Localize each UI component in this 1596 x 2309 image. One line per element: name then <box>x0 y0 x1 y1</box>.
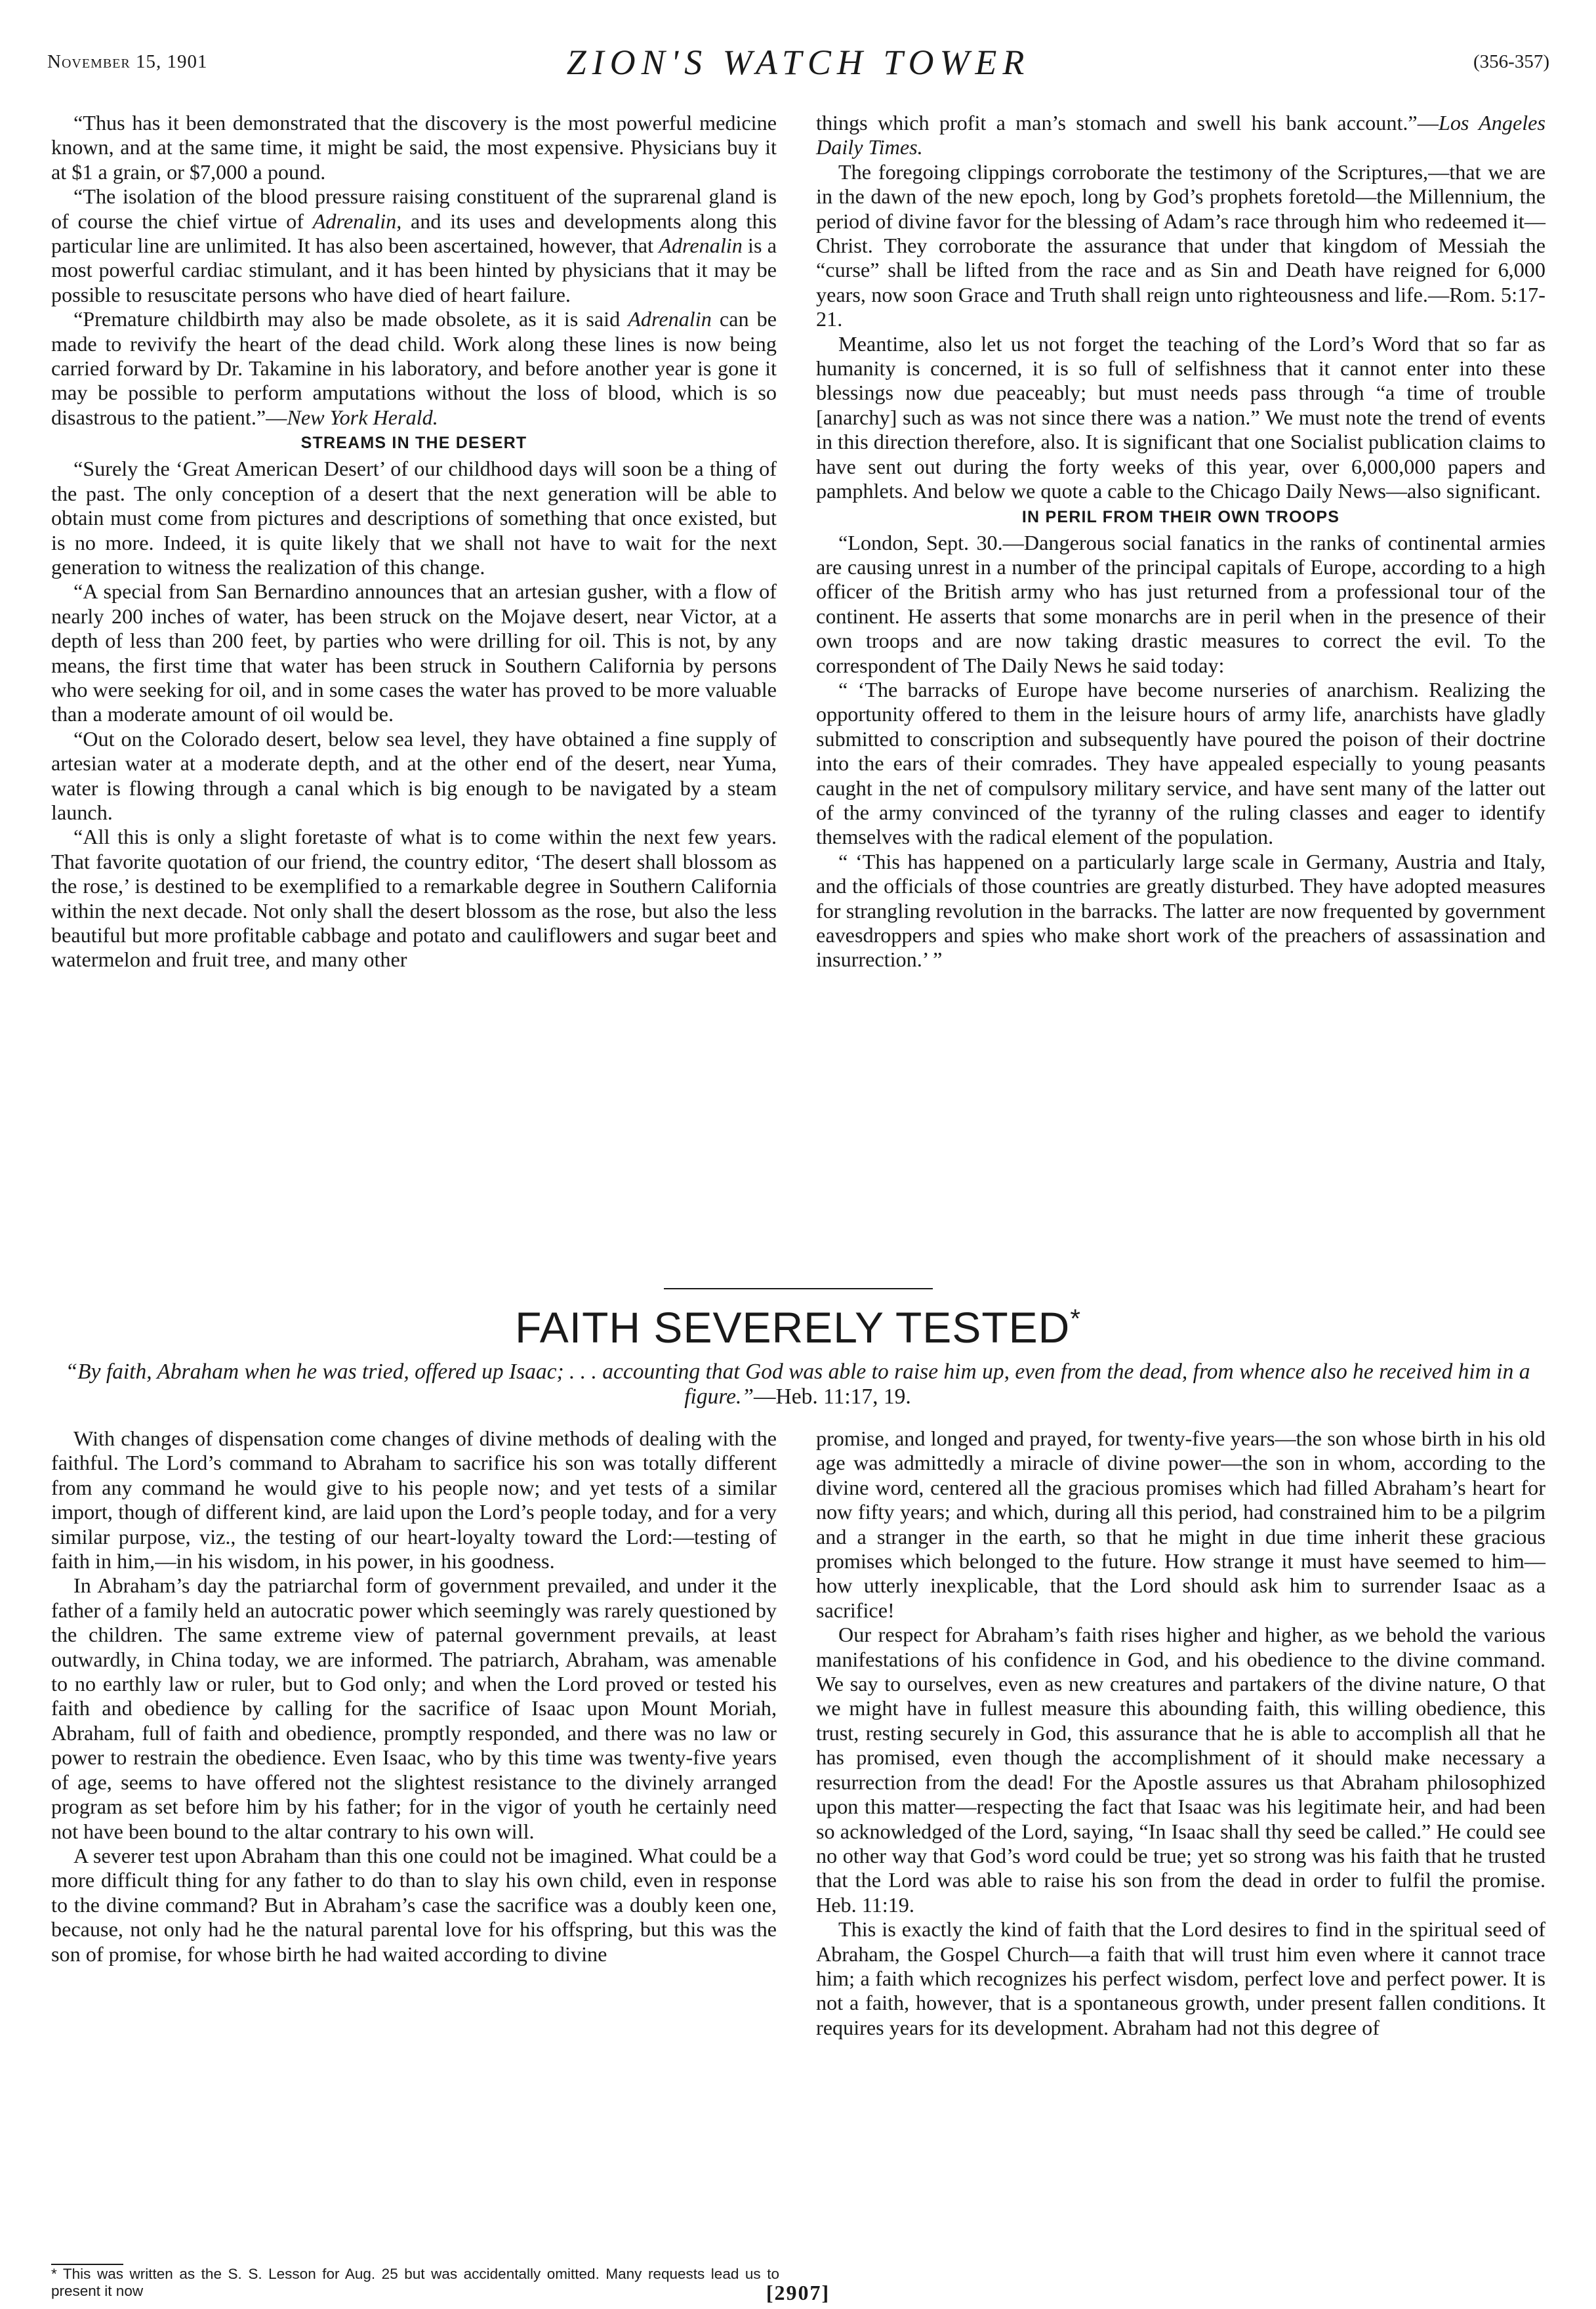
paragraph: “ ‘This has happened on a particularly large scale in Germany, Austria and Italy, and the officials of those countries are greatly disturbed. They have adopted measures for strangling revolution in the barracks. The latter are now frequented by government eavesdroppers and spies who make short work of the preachers of assassination and insurrection.’ ” <box>816 849 1545 972</box>
paragraph: promise, and longed and prayed, for twenty-five years—the son whose birth in his old age was admittedly a miracle of divine power—the son in whom, according to the divine word, centered all the gracious promises which had filled Abraham’s heart for now fifty years; and which, during all this period, had constrained him to be a pilgrim and a stranger in the earth, so that he might in due time inherit these gracious promises which belonged to the future. How strange it must have seemed to him—how utterly inexplicable, that the Lord should ask him to surrender Isaac as a sacrifice! <box>816 1426 1545 1622</box>
masthead-title: ZION'S WATCH TOWER <box>566 43 1031 82</box>
article-epigraph: “By faith, Abraham when he was tried, offered up Isaac; . . . accounting that God was able to raise him up, even from the dead, from whence also he received him in a figure.”—Heb. 11:17, 19. <box>65 1360 1530 1409</box>
paragraph: A severer test upon Abraham than this one could not be imagined. What could be a more difficult thing for any father to do than to slay his own child, even in response to the divine command? But in Abraham’s case the sacrifice was a doubly keen one, because, not only had he the natural parental love for his offspring, but this was the son of promise, for whose birth he had waited according to divine <box>51 1843 777 1966</box>
paragraph: “Premature childbirth may also be made obsolete, as it is said Adrenalin can be made to revivify the heart of the dead child. Work along these lines is now being carried forward by Dr. Takamine in his laboratory, and before another year is gone it may be possible to perform amputations without the loss of blood, which is so disastrous to the patient.”—New York Herald. <box>51 307 777 429</box>
bottom-left-column <box>51 1426 777 1966</box>
footnote-marker: * <box>1070 1304 1081 1333</box>
page-numbers: (356-357) <box>1473 51 1549 72</box>
paragraph: Our respect for Abraham’s faith rises higher and higher, as we behold the various manifestations of his confidence in God, and his obedience to the divine command. We say to ourselves, even as new creatures and partakers of the divine nature, O that we might have in fullest measure this abounding faith, this willing obedience, this trust, resting securely in God, this assurance that he is able to accomplish all that he has promised, even though the accomplishment of it should make necessary a resurrection from the dead! For the Apostle assures us that Abraham philosophized upon this matter—respecting the fact that Isaac was his legitimate heir, and had been so acknowledged of the Lord, saying, “In Isaac shall thy seed be called.” He could see no other way that God’s word could be true; yet so strong was his faith that he trusted that the Lord was able to raise his son from the dead in order to fulfil the promise. Heb. 11:19. <box>816 1623 1545 1917</box>
paragraph: “All this is only a slight foretaste of what is to come within the next few years. That favorite quotation of our friend, the country editor, ‘The desert shall blossom as the rose,’ is destined to be exemplified to a remarkable degree in Southern California within the next decade. Not only shall the desert blossom as the rose, but also the less beautiful but more profitable cabbage and potato and cauliflowers and sugar beet and watermelon and fruit tree, and many other <box>51 825 777 972</box>
top-right-column <box>816 111 1545 972</box>
paragraph: things which profit a man’s stomach and swell his bank account.”—Los Angeles Daily Times. <box>816 111 1545 159</box>
section-heading: IN PERIL FROM THEIR OWN TROOPS <box>1021 507 1340 526</box>
paragraph: Meantime, also let us not forget the teaching of the Lord’s Word that so far as humanity is concerned, it is so full of selfishness that it cannot enter into these blessings now due peaceably; but must needs pass through “a time of trouble [anarchy] such as was not since there was a nation.” We must note the trend of events in this direction therefore, also. It is significant that one Socialist publication claims to have sent out during the forty weeks of this year, over 6,000,000 papers and pamphlets. And below we quote a cable to the Chicago Daily News—also significant. <box>816 331 1545 503</box>
paragraph: “A special from San Bernardino announces that an artesian gusher, with a flow of nearly 200 inches of water, has been struck on the Mojave desert, near Victor, at a depth of less than 200 feet, by parties who were drilling for oil. This is not, by any means, the first time that water has been struck in Southern California by persons who were seeking for oil, and in some cases the water has proved to be more valuable than a moderate amount of oil would be. <box>51 579 777 726</box>
paragraph: “London, Sept. 30.—Dangerous social fanatics in the ranks of continental armies are causing unrest in a number of the principal capitals of Europe, according to a high officer of the British army who has just returned from a professional tour of the continent. He asserts that some monarchs are in peril when in the presence of their own troops and are now taking drastic measures to correct the evil. To the correspondent of The Daily News he said today: <box>816 530 1545 677</box>
paragraph: This is exactly the kind of faith that the Lord desires to find in the spiritual seed of Abraham, the Gospel Church—a faith that will trust him even where it cannot trace him; a faith which recognizes his perfect wisdom, perfect love and perfect power. It is not a faith, however, that is a spontaneous growth, under present fallen conditions. It requires years for its development. Abraham had not this degree of <box>816 1917 1545 2039</box>
bottom-right-column <box>816 1426 1545 2040</box>
footnote: * This was written as the S. S. Lesson for Aug. 25 but was accidentally omitted. Many requests lead us to present it now <box>51 2266 779 2299</box>
section-divider <box>664 1288 933 1289</box>
paragraph: With changes of dispensation come changes of divine methods of dealing with the faithful. The Lord’s command to Abraham to sacrifice his son was totally different from any command he would give to his people now; and yet tests of a similar import, though of different kind, are laid upon the Lord’s people today, and for a very similar purpose, viz., the testing of our heart-loyalty toward the Lord:—testing of faith in him,—in his wisdom, in his power, in his goodness. <box>51 1426 777 1573</box>
paragraph: In Abraham’s day the patriarchal form of government prevailed, and under it the father of a family held an autocratic power which seemingly was rarely questioned by the children. The same extreme view of paternal government prevails, at least outwardly, in China today, we are informed. The patriarch, Abraham, was amenable to no earthly law or ruler, but to God only; and when the Lord proved or tested his faith and obedience by calling for the sacrifice of Isaac upon Mount Moriah, Abraham, full of faith and obedience, promptly responded, and there was no law or power to restrain the obedience. Even Isaac, who by this time was twenty-five years of age, seems to have offered not the slightest resistance to the divinely arranged program as set before him by his father; for in the vigor of youth he certainly need not have been bound to the altar contrary to his own will. <box>51 1573 777 1843</box>
top-left-column <box>51 111 777 972</box>
paragraph: The foregoing clippings corroborate the testimony of the Scriptures,—that we are in the dawn of the new epoch, long by God’s prophets foretold—the Millennium, the period of divine favor for the blessing of Adam’s race through him who redeemed it—Christ. They corroborate the assurance that under that kingdom of Messiah the “curse” shall be lifted from the race and as Sin and Death have reigned for 6,000 years, now soon Grace and Truth shall reign unto righteousness and life.—Rom. 5:17-21. <box>816 159 1545 331</box>
paragraph: “ ‘The barracks of Europe have become nurseries of anarchism. Realizing the opportunity offered to them in the leisure hours of army life, anarchists have gladly submitted to conscription and subsequently have poured the poison of their doctrine into the ears of their comrades. They have appealed especially to young peasants caught in the net of compulsory military service, and have sent many of the latter out of the army convinced of the tyranny of the ruling classes and eager to identify themselves with the radical element of the population. <box>816 677 1545 849</box>
paragraph: “Thus has it been demonstrated that the discovery is the most powerful medicine known, and at the same time, it might be said, the most expensive. Physicians buy it at $1 a grain, or $7,000 a pound. <box>51 111 777 184</box>
footnote-rule <box>51 2264 123 2265</box>
paragraph: “Surely the ‘Great American Desert’ of our childhood days will soon be a thing of the past. The only conception of a desert that the next generation will be able to obtain must come from pictures and descriptions of something that once existed, but is no more. Indeed, it is quite likely that we shall not have to wait for the next generation to witness the realization of this change. <box>51 457 777 579</box>
paragraph: “Out on the Colorado desert, below sea level, they have obtained a fine supply of artesian water at a moderate depth, and at the other end of the desert, near Yuma, water is flowing through a canal which is big enough to be navigated by a steam launch. <box>51 726 777 824</box>
issue-date: November 15, 1901 <box>47 51 208 72</box>
page-header <box>47 43 1549 85</box>
paragraph: “The isolation of the blood pressure raising constituent of the suprarenal gland is of course the chief virtue of Adrenalin, and its uses and developments along this particular line are unlimited. It has also been ascertained, however, that Adrenalin is a most powerful cardiac stimulant, and it has been hinted by physicians that it may be possible to resuscitate persons who have died of heart failure. <box>51 184 777 306</box>
section-heading: STREAMS IN THE DESERT <box>300 434 527 453</box>
page-folio: [2907] <box>766 2281 830 2304</box>
article-title: FAITH SEVERELY TESTED* <box>515 1303 1081 1352</box>
